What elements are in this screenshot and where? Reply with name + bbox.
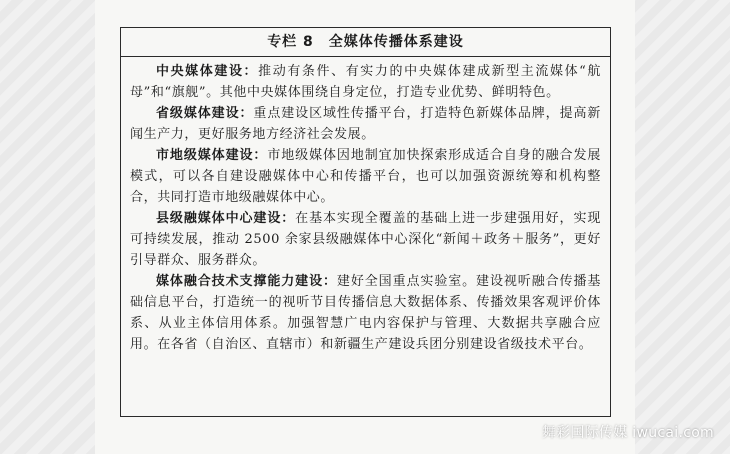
paragraph-lead: 市地级媒体建设：	[156, 148, 268, 163]
paragraph-provincial-media	[130, 103, 601, 145]
feature-box	[120, 27, 611, 417]
paragraph-text: 建好全国重点实验室。建设视听融合传播基础信息平台，打造统一的视听节目传播信息大数据体系、传播效果客观评价体系、从业主体信用体系。加强智慧广电内容保护与管理、大数据共享融合应用。在各省（自治区、直辖市）和新疆生产建设兵团分别建设省级技术平台。	[130, 274, 601, 352]
box-title: 专栏 8 全媒体传播体系建设	[121, 28, 610, 57]
paragraph-text: 重点建设区域性传播平台，打造特色新媒体品牌，提高新闻生产力，更好服务地方经济社会发展。	[130, 106, 601, 142]
paragraph-lead: 中央媒体建设：	[156, 64, 259, 79]
paragraph-tech-support	[130, 271, 601, 355]
paragraph-county-media	[130, 208, 601, 271]
paragraph-text: 市地级媒体因地制宜加快探索形成适合自身的融合发展模式，可以各自建设融媒体中心和传播平台，也可以加强资源统筹和机构整合，共同打造市地级融媒体中心。	[130, 148, 601, 205]
paragraph-lead: 县级融媒体中心建设：	[156, 211, 296, 226]
paragraph-central-media	[130, 61, 601, 103]
paragraph-lead: 媒体融合技术支撑能力建设：	[156, 274, 337, 289]
box-body	[121, 57, 610, 355]
watermark: 舞彩国际传媒 iwucai.com	[541, 425, 714, 441]
paragraph-text: 推动有条件、有实力的中央媒体建成新型主流媒体“航母”和“旗舰”。其他中央媒体围绕自身定位，打造专业优势、鲜明特色。	[130, 64, 602, 100]
paragraph-text: 在基本实现全覆盖的基础上进一步建强用好，实现可持续发展，推动 2500 余家县级融媒体中心深化“新闻＋政务＋服务”，更好引导群众、服务群众。	[130, 211, 601, 268]
paragraph-city-media	[130, 145, 601, 208]
paragraph-lead: 省级媒体建设：	[156, 106, 254, 121]
